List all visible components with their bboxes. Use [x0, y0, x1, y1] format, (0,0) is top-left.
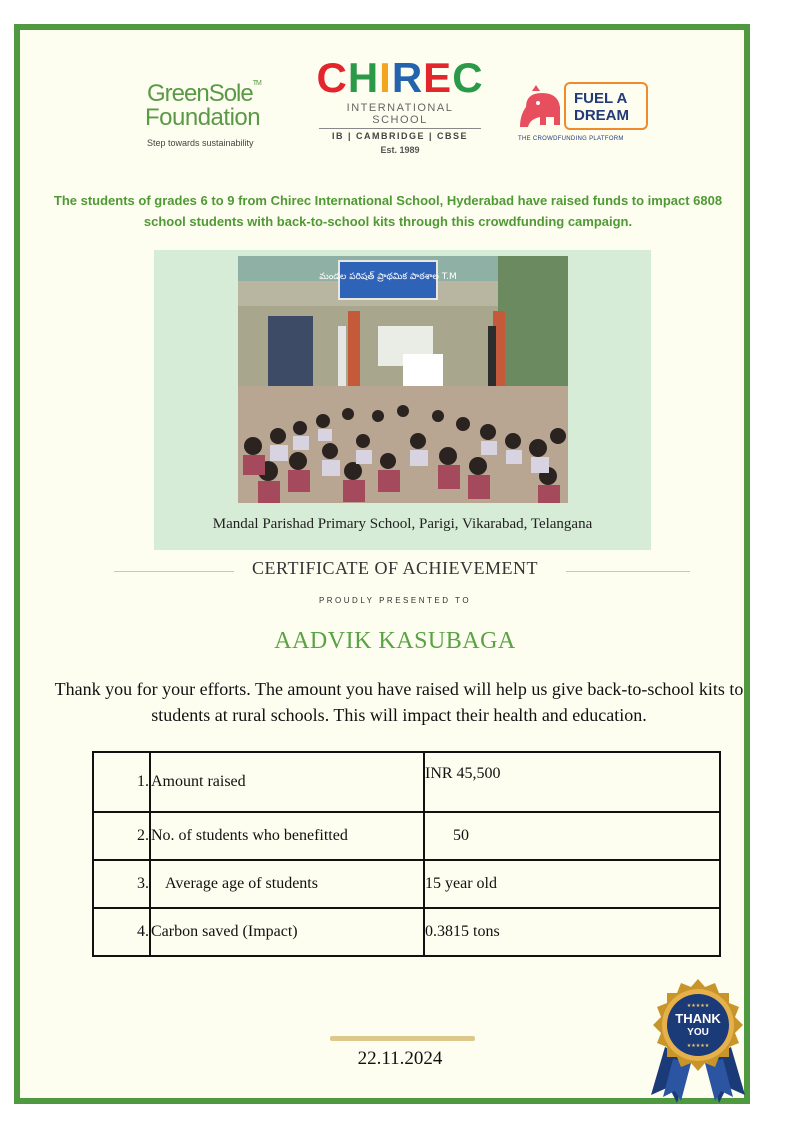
chirec-logo — [305, 56, 495, 156]
row-label: No. of students who benefitted — [150, 812, 424, 860]
chirec-letter: C — [316, 54, 348, 101]
chirec-letter: I — [379, 54, 392, 101]
row-value: INR 45,500 — [424, 752, 720, 812]
recipient-name: AADVIK KASUBAGA — [274, 628, 516, 654]
greensole-foundation: Foundation — [145, 104, 261, 131]
fuel-a-dream-wordmark — [564, 82, 648, 130]
row-value: 0.3815 tons — [424, 908, 720, 956]
certificate-date: 22.11.2024 — [357, 1048, 443, 1069]
badge-you: YOU — [687, 1027, 709, 1038]
chirec-letter: C — [452, 54, 484, 101]
photo-panel — [154, 250, 651, 550]
photo-caption: Mandal Parishad Primary School, Parigi, Vikarabad, Telangana — [212, 516, 593, 532]
signboard-text: మండల పరిషత్ ప్రాథమిక పాఠశాల T.M — [319, 272, 457, 282]
table-row — [93, 860, 720, 908]
thank-you-badge-icon — [643, 977, 753, 1107]
fuel-a-dream-tagline: THE CROWDFUNDING PLATFORM — [518, 136, 624, 142]
row-number: 1. — [93, 752, 150, 812]
chirec-wordmark — [305, 56, 495, 100]
badge-stars-top: ★★★★★ — [686, 1003, 710, 1009]
certificate-title: CERTIFICATE OF ACHIEVEMENT — [252, 558, 538, 578]
table-row — [93, 812, 720, 860]
chirec-boards: IB | CAMBRIDGE | CBSE — [331, 131, 469, 141]
dream-line: DREAM — [574, 107, 629, 124]
fuel-a-dream-logo — [516, 80, 652, 150]
presented-to-label: PROUDLY PRESENTED TO — [318, 596, 472, 605]
trademark-mark: TM — [252, 80, 261, 87]
school-photo — [238, 256, 568, 503]
row-number: 3. — [93, 860, 150, 908]
greensole-logo — [145, 80, 285, 162]
stats-table — [92, 751, 721, 957]
badge-stars-bottom: ★★★★★ — [686, 1043, 710, 1049]
greensole-name: GreenSole — [147, 80, 253, 107]
row-label: Amount raised — [150, 752, 424, 812]
row-value: 50 — [424, 812, 720, 860]
row-number: 2. — [93, 812, 150, 860]
chirec-letter: H — [347, 54, 380, 101]
chirec-subtitle: INTERNATIONAL SCHOOL — [319, 102, 481, 129]
row-label: Carbon saved (Impact) — [150, 908, 424, 956]
row-number: 4. — [93, 908, 150, 956]
chirec-letter: E — [423, 54, 453, 101]
chirec-letter: R — [391, 54, 424, 101]
table-row — [93, 908, 720, 956]
chirec-est: Est. 1989 — [380, 145, 420, 155]
thank-you-message: Thank you for your efforts. The amount you have raised will help us give back-to-school kits to students at rural schools. This will impact their health and education. — [54, 679, 744, 725]
row-label: Average age of students — [150, 860, 424, 908]
greensole-tagline: Step towards sustainability — [147, 138, 254, 148]
row-value: 15 year old — [424, 860, 720, 908]
badge-thank: THANK — [675, 1011, 721, 1026]
title-divider-left — [114, 571, 234, 572]
table-row — [93, 752, 720, 812]
date-line — [330, 1036, 475, 1041]
fuel-line: FUEL A — [574, 90, 628, 107]
title-divider-right — [566, 571, 690, 572]
campaign-intro: The students of grades 6 to 9 from Chirec International School, Hyderabad have raised funds to impact 6808 school students with back-to-school kits through this crowdfunding campaign. — [53, 193, 723, 229]
certificate-page — [14, 24, 750, 1104]
